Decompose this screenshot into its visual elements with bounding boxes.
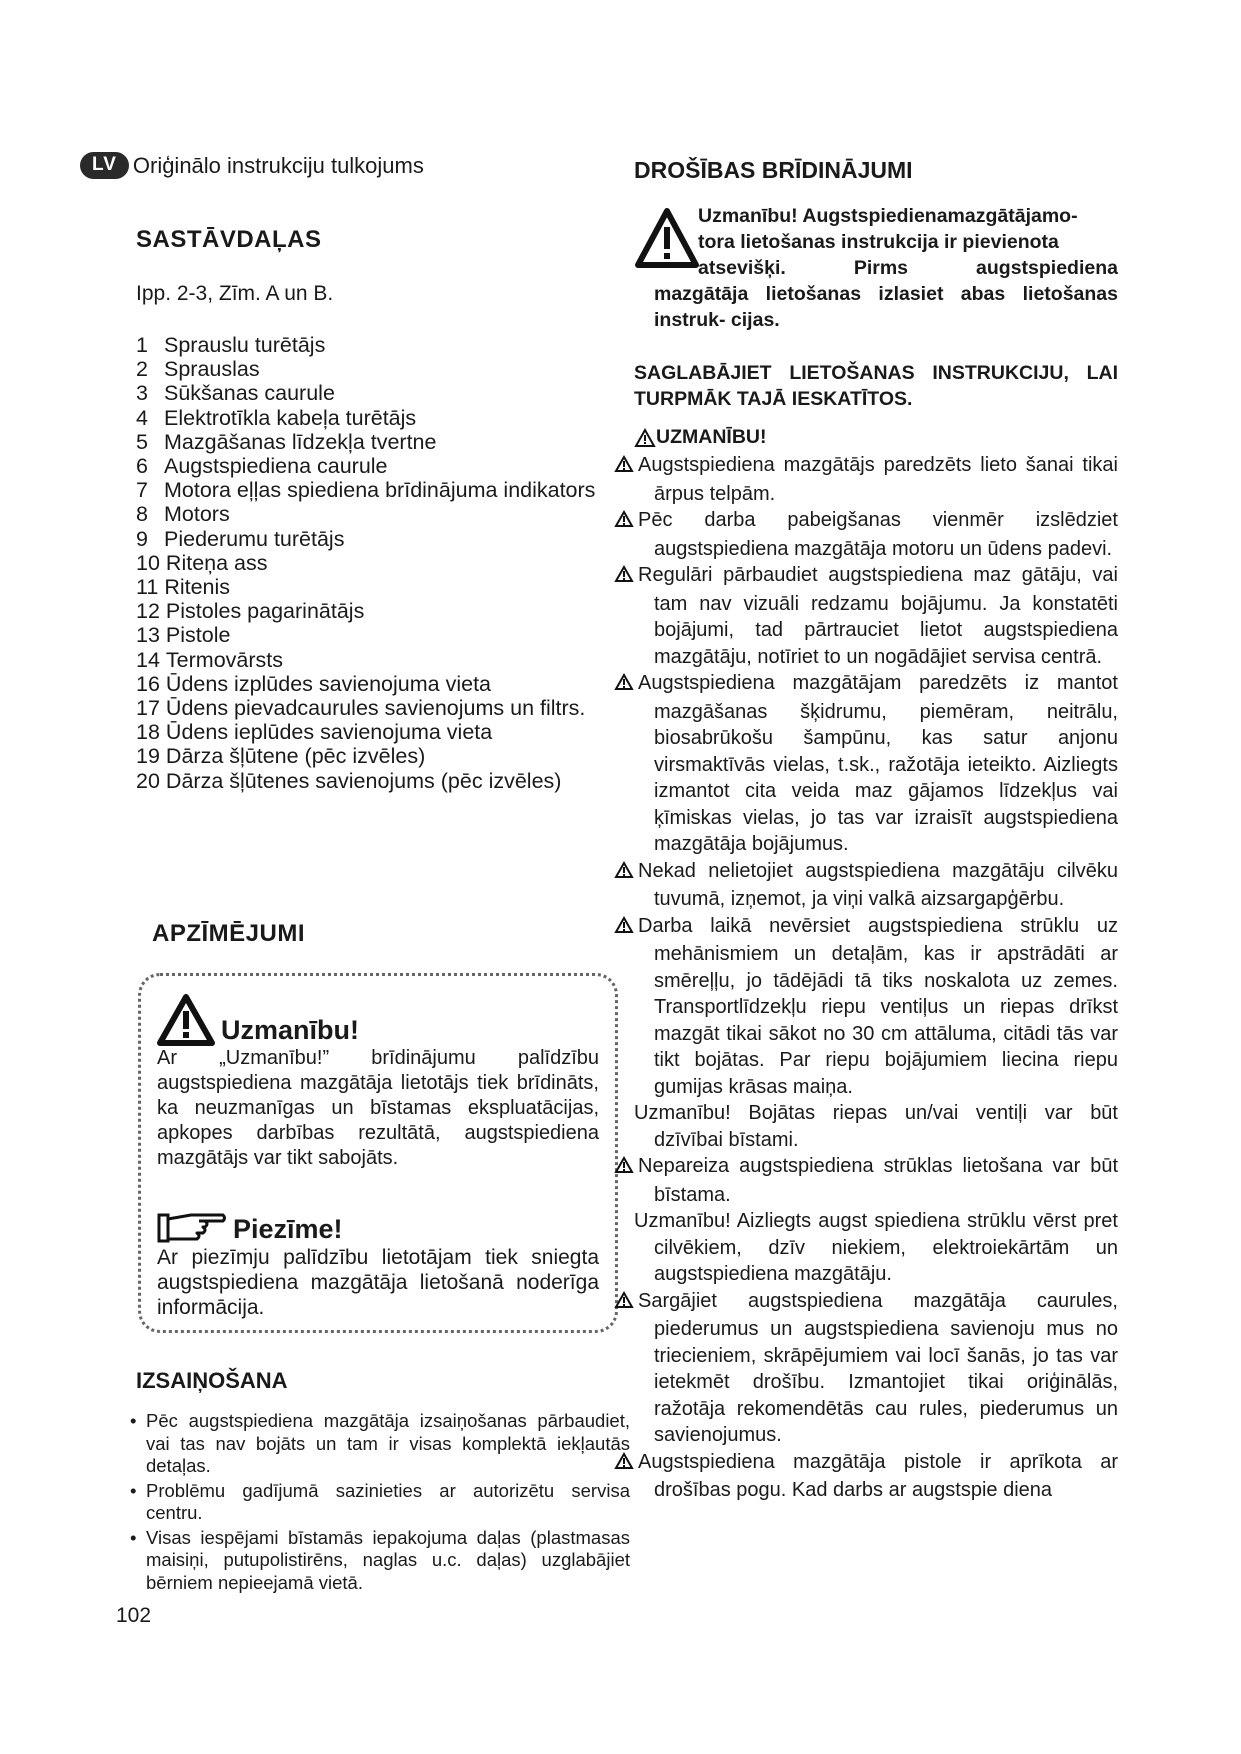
part-number: 1 — [136, 333, 148, 357]
warning-triangle-icon — [157, 994, 215, 1046]
part-label: Piederumu turētājs — [164, 526, 345, 551]
uzmanibu-label: UZMANĪBU! — [656, 426, 767, 448]
parts-list-item — [136, 527, 626, 551]
warning-item — [634, 1288, 1118, 1449]
part-label: Motors — [164, 502, 230, 527]
intro-warning — [634, 203, 1118, 333]
part-number: 10 — [136, 550, 160, 575]
warning-item — [634, 562, 1118, 670]
part-label: Pistole — [165, 623, 231, 648]
warning-triangle-icon — [634, 207, 700, 269]
part-label: Sūkšanas caurule — [164, 381, 335, 406]
warning-text: Regulāri pārbaudiet augstspiediena maz gātāju, vai tam nav vizuāli redzamu bojājumu. Ja konstatēti bojājumi, tad pārtrauciet lietot augstspiediena mazgātāju, notīriet to un nogādājiet servisa centrā. — [638, 564, 1118, 668]
warning-text: Sargājiet augstspiediena mazgātāja caurules, piederumus un augstspiediena savienoju mus no triecieniem, skrāpējumiem vai locī šanās, jo tas var ietekmēt drošību. Izmantojiet tikai oriģinālās, ražotāja rekomendētās cau rules, piederumus un savienojumus. — [638, 1289, 1118, 1446]
note-text: Ar piezīmju palīdzību lietotājam tiek sniegta augstspiediena mazgātāja lietošanā noderīga informācija. — [157, 1246, 599, 1319]
part-label: Augstspiediena caurule — [164, 454, 388, 479]
part-label: Sprauslu turētājs — [164, 333, 326, 357]
apzimejumi-title: APZĪMĒJUMI — [152, 920, 306, 947]
part-number: 19 — [136, 744, 160, 769]
caution-label: Uzmanību! — [221, 1015, 359, 1045]
part-label: Dārza šļūtene (pēc izvēles) — [165, 744, 426, 769]
warning-text: Augstspiediena mazgātāja pistole ir aprīkota ar drošības pogu. Kad darbs ar augstspie diena — [638, 1450, 1118, 1501]
warning-item — [634, 670, 1118, 858]
intro-line-2: tora lietošanas instrukcija ir pievienota — [698, 231, 1059, 253]
part-label: Termovārsts — [165, 647, 283, 672]
part-label: Ūdens ieplūdes savienojuma vieta — [165, 720, 493, 745]
part-label: Motora eļļas spiediena brīdinājuma indikators — [164, 478, 596, 503]
parts-list — [136, 333, 626, 793]
warning-item — [634, 858, 1118, 913]
drosibas-title: DROŠĪBAS BRĪDINĀJUMI — [634, 157, 913, 183]
parts-list-item — [136, 599, 626, 623]
part-label: Ūdens pievadcaurules savienojums un filtrs. — [165, 696, 586, 721]
warning-item — [634, 1208, 1118, 1288]
warning-item — [634, 452, 1118, 507]
warning-text: Nepareiza augstspiediena strūklas lietošana var būt bīstama. — [638, 1155, 1118, 1206]
sastavdalas-title: SASTĀVDAĻAS — [136, 226, 322, 253]
part-label: Ritenis — [164, 575, 231, 600]
parts-list-item — [136, 623, 626, 647]
part-number: 16 — [136, 671, 160, 696]
intro-rest: mazgātāja lietošanas izlasiet abas lietošanas instruk- cijas. — [654, 283, 1118, 331]
warning-text: Darba laikā nevērsiet augstspiediena strūklu uz mehānismiem un detaļām, kas ir apstrādāti ar smēreļļu, jo tādējādi tā tiks noskalota uz zemes. Transportlīdzekļu riepu ventiļus un riepas drīkst mazgāt tikai sākot no 30 cm attāluma, citādi tās var tikt bojātas. Par riepu bojājumiem liecina riepu gumijas krāsas maiņa. — [638, 914, 1118, 1098]
parts-list-item — [136, 769, 626, 793]
part-label: Sprauslas — [164, 357, 260, 382]
warning-text: Nekad nelietojiet augstspiediena mazgātāju cilvēku tuvumā, izņemot, ja viņi valkā aizsargapģērbu. — [638, 859, 1118, 910]
pointing-hand-icon — [157, 1207, 227, 1245]
part-number: 13 — [136, 623, 160, 648]
save-instructions-note: SAGLABĀJIET LIETOŠANAS INSTRUKCIJU, LAI TURPMĀK TAJĀ IESKATĪTOS. — [634, 362, 1118, 410]
izsainosana-title: IZSAIŅOŠANA — [136, 1368, 288, 1393]
caution-heading — [157, 994, 599, 1046]
parts-list-item — [136, 502, 626, 526]
warning-item — [634, 1449, 1118, 1504]
parts-list-item — [136, 648, 626, 672]
part-label: Mazgāšanas līdzekļa tvertne — [164, 429, 437, 454]
part-number: 6 — [136, 454, 148, 479]
part-number: 20 — [136, 768, 160, 793]
part-label: Riteņa ass — [165, 550, 268, 575]
warning-triangle-icon — [634, 428, 656, 448]
language-badge: LV — [80, 152, 129, 179]
parts-list-item — [136, 672, 626, 696]
parts-list-item — [136, 720, 626, 744]
part-number: 12 — [136, 599, 160, 624]
warning-item — [634, 1153, 1118, 1208]
part-number: 18 — [136, 720, 160, 745]
izsainosana-list — [130, 1410, 630, 1596]
intro-line-3: atsevišķi. Pirms augstspiediena — [698, 257, 1118, 279]
warning-text: Uzmanību! Bojātas riepas un/vai ventiļi var būt dzīvībai bīstami. — [634, 1102, 1118, 1151]
part-label: Dārza šļūtenes savienojums (pēc izvēles) — [165, 768, 562, 793]
part-number: 11 — [136, 575, 159, 600]
parts-list-item — [136, 357, 626, 381]
warning-text: Augstspiediena mazgātājs paredzēts lieto šanai tikai ārpus telpām. — [638, 454, 1118, 505]
warning-text: Augstspiediena mazgātājam paredzēts iz mantot mazgāšanas šķidrumu, piemēram, neitrālu, biosabrūkošu šampūnu, kas satur anjonu virsmaktīvās vielas, t.sk., ražotāja ieteikto. Aizliegts izmantot cita veida maz gājamos līdzekļus vai ķīmiskas vielas, jo tas var izraisīt augstspiediena mazgātāja bojājumus. — [638, 672, 1118, 855]
part-number: 3 — [136, 381, 148, 406]
page-header — [80, 152, 424, 179]
note-heading — [157, 1207, 599, 1245]
warning-item — [634, 913, 1118, 1101]
part-label: Ūdens izplūdes savienojuma vieta — [165, 671, 491, 696]
part-number: 2 — [136, 357, 148, 382]
part-number: 7 — [136, 478, 148, 503]
parts-list-item — [136, 696, 626, 720]
warnings-list — [634, 452, 1118, 1504]
part-label: Pistoles pagarinātājs — [165, 599, 365, 624]
parts-list-item — [136, 478, 626, 502]
page-number: 102 — [116, 1604, 152, 1627]
part-number: 14 — [136, 647, 160, 672]
symbols-box — [138, 973, 618, 1333]
part-number: 4 — [136, 405, 148, 430]
caution-text: Ar „Uzmanību!” brīdinājumu palīdzību augstspiediena mazgātāja lietotājs tiek brīdināts, ka neuzmanīgas un bīstamas ekspluatācijas, apkopes darbības rezultātā, augstspiediena mazgātājs var tikt sabojāts. — [157, 1047, 599, 1169]
part-number: 8 — [136, 502, 148, 527]
part-number: 9 — [136, 526, 148, 551]
parts-list-item — [136, 575, 626, 599]
list-item: • Pēc augstspiediena mazgātāja izsaiņošanas pārbaudiet, vai tas nav bojāts un tam ir visas komplektā iekļautās detaļas. — [130, 1410, 630, 1478]
part-number: 5 — [136, 429, 148, 454]
parts-list-item — [136, 454, 626, 478]
warning-text: Pēc darba pabeigšanas vienmēr izslēdziet augstspiediena mazgātāja motoru un ūdens padevi. — [638, 509, 1118, 560]
warning-item — [634, 507, 1118, 562]
note-label: Piezīme! — [233, 1214, 343, 1244]
header-title: Oriģinālo instrukciju tulkojums — [132, 152, 424, 178]
parts-list-item — [136, 406, 626, 430]
parts-list-item — [136, 333, 626, 357]
warning-item — [634, 1100, 1118, 1153]
intro-line-1: Uzmanību! Augstspiedienamazgātājamo- — [698, 205, 1078, 227]
uzmanibu-heading — [634, 426, 1118, 449]
parts-list-item — [136, 430, 626, 454]
warning-text: Uzmanību! Aizliegts augst spiediena strūklu vērst pret cilvēkiem, dzīv niekiem, elektroiekārtām un augstspiediena mazgātāju. — [634, 1210, 1118, 1285]
part-number: 17 — [136, 696, 160, 721]
parts-list-item — [136, 551, 626, 575]
figure-reference: Ipp. 2-3, Zīm. A un B. — [136, 282, 334, 305]
list-item: • Visas iespējami bīstamās iepakojuma daļas (plastmasas maisiņi, putupolistirēns, naglas u.c. daļas) uzglabājiet bērniem nepieejamā vietā. — [130, 1527, 630, 1595]
parts-list-item — [136, 381, 626, 405]
part-label: Elektrotīkla kabeļa turētājs — [164, 405, 417, 430]
parts-list-item — [136, 744, 626, 768]
list-item: • Problēmu gadījumā sazinieties ar autorizētu servisa centru. — [130, 1480, 630, 1525]
